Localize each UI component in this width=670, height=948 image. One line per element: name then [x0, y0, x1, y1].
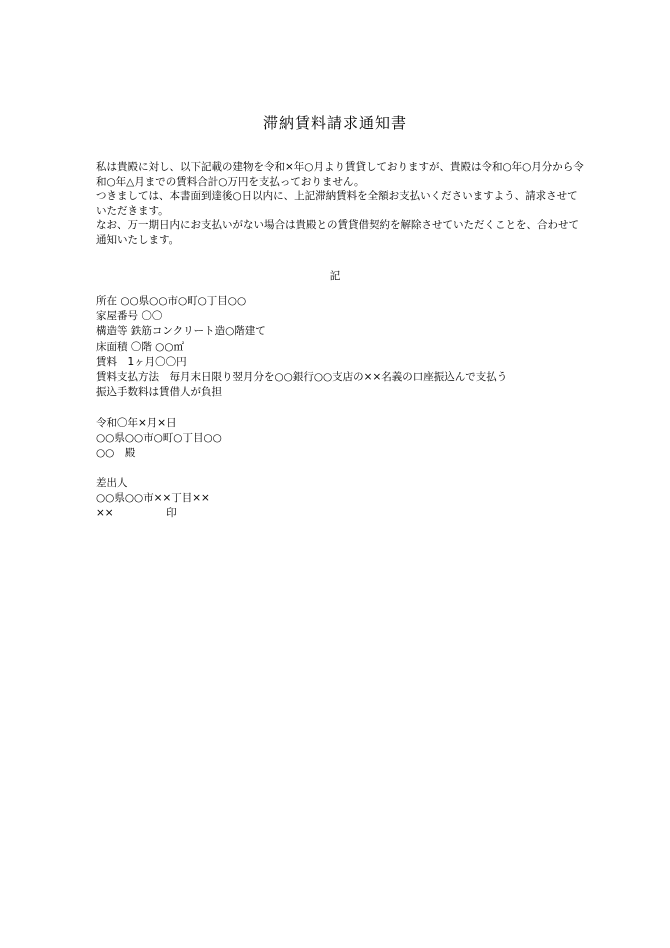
paragraph-3: なお、万一期日内にお支払いがない場合は貴殿との賃貸借契約を解除させていただくことを、合わせて通知いたします。 [96, 219, 579, 246]
item-rent: 賃料 1ヶ月〇〇円 [96, 355, 187, 368]
item-floor-area: 床面積 〇階 ○○㎡ [96, 340, 184, 353]
recipient-address: ○○県○○市○町○丁目○○ [96, 432, 222, 445]
item-transfer-fee: 振込手数料は賃借人が負担 [96, 386, 222, 399]
property-details [96, 294, 507, 400]
ki-heading: 記 [329, 270, 341, 282]
sender-address: ○○県○○市××丁目×× [96, 492, 210, 505]
paragraph-1: 私は貴殿に対し、以下記載の建物を令和×年○月より賃貸しておりますが、貴殿は令和○年○月分から令和○年△月までの賃料合計○万円を支払っておりません。 [96, 161, 584, 188]
item-payment-method: 賃料支払方法 毎月末日限り翌月分を○○銀行○○支店の××名義の口座振込んで支払う [96, 371, 508, 384]
body-text [96, 160, 586, 248]
document-title: 滞納賃料請求通知書 [262, 114, 407, 132]
item-house-number: 家屋番号 〇〇 [96, 310, 163, 323]
date-and-recipient [96, 416, 222, 462]
recipient-name: ○○ 殿 [96, 447, 136, 460]
paragraph-2: つきましては、本書面到達後○日以内に、上記滞納賃料を全額お支払いくださいますよう、請求させていただきます。 [96, 190, 578, 217]
sender-block [96, 476, 210, 522]
sender-name-seal: ×× 印 [96, 507, 177, 520]
item-structure: 構造等 鉄筋コンクリート造○階建て [96, 325, 266, 338]
item-location: 所在 ○○県○○市○町○丁目○○ [96, 295, 247, 307]
document-date: 令和〇年×月×日 [96, 417, 177, 429]
sender-label: 差出人 [96, 477, 128, 489]
